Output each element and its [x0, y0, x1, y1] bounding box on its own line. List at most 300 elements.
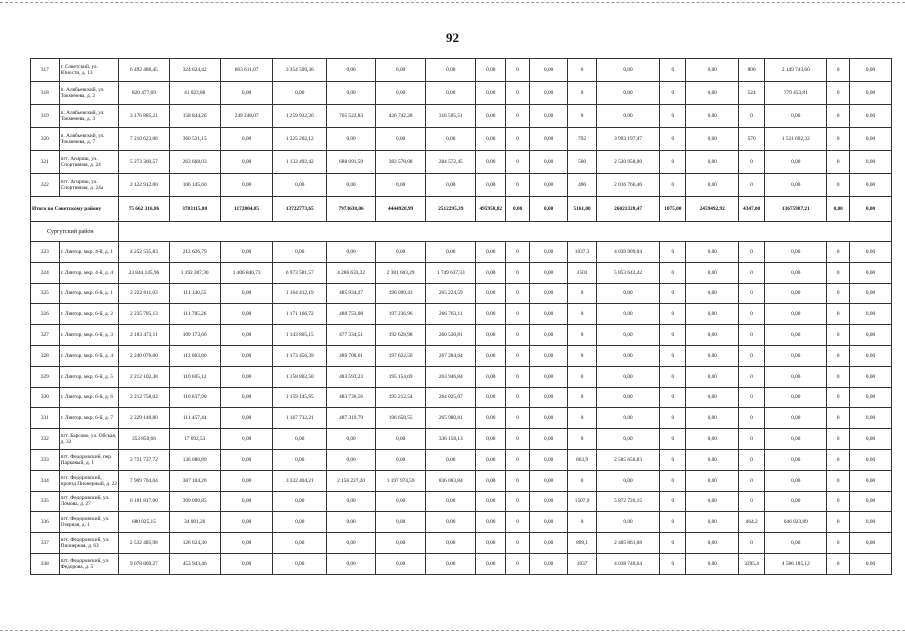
row-value-7: 284 572,45 — [426, 151, 476, 174]
row-value-16: 2 149 743,60 — [765, 59, 827, 82]
row-value-9: 0 — [506, 82, 530, 105]
row-value-16: 0,00 — [765, 345, 827, 366]
row-value-5: 0,00 — [327, 59, 376, 82]
row-value-12: 2 520 958,00 — [596, 151, 659, 174]
row-value-4: 0,00 — [273, 82, 327, 105]
row-value-8: 0,00 — [476, 429, 506, 450]
row-address: г. Лянтор, мкр. 6-й, д. 1 — [59, 283, 119, 304]
row-value-1: 2 229 148,80 — [119, 408, 169, 429]
row-value-18: 0,00 — [850, 470, 892, 491]
row-value-16: 0,00 — [765, 174, 827, 197]
row-value-6: 0,00 — [376, 128, 426, 151]
row-value-2: 109 173,66 — [169, 325, 220, 346]
row-value-18: 0,00 — [850, 174, 892, 197]
row-value-10: 0,00 — [530, 387, 568, 408]
row-address: п. Алябьевский, ул. Токменева, д. 3 — [59, 105, 119, 128]
row-value-15: 0 — [739, 429, 765, 450]
row-address: п. Алябьевский, ул. Токменева, д. 2 — [59, 82, 119, 105]
row-value-7: 0,00 — [426, 512, 476, 533]
row-value-2: 136 086,89 — [169, 449, 220, 470]
row-value-2: 112 003,80 — [169, 345, 220, 366]
row-value-6: 2 381 603,29 — [376, 262, 426, 283]
row-value-5: 2 156 227,20 — [327, 470, 376, 491]
table-row — [31, 174, 892, 197]
row-value-11: 0 — [568, 512, 597, 533]
row-value-18: 0,00 — [850, 512, 892, 533]
row-value-16: 0,00 — [765, 491, 827, 512]
row-value-17: 0 — [827, 429, 850, 450]
row-value-11: 0 — [568, 325, 597, 346]
row-value-8: 0,00 — [476, 128, 506, 151]
row-value-15: 0 — [739, 408, 765, 429]
row-value-5: 477 334,51 — [327, 325, 376, 346]
row-value-6: 0,00 — [376, 449, 426, 470]
row-value-14: 0,00 — [686, 533, 739, 554]
row-value-11: 0 — [568, 408, 597, 429]
row-value-13: 0 — [660, 408, 686, 429]
row-value-13: 0 — [660, 262, 686, 283]
row-value-17: 0 — [827, 533, 850, 554]
row-value-3: 0,00 — [220, 345, 273, 366]
row-value-14: 0,00 — [686, 151, 739, 174]
row-value-15: 0 — [739, 304, 765, 325]
row-value-3: 0,00 — [220, 304, 273, 325]
row-value-17: 0 — [827, 262, 850, 283]
row-value-6: 195 212,54 — [376, 387, 426, 408]
row-value-9: 0 — [506, 262, 530, 283]
row-value-9: 0 — [506, 387, 530, 408]
row-value-18: 0,00 — [850, 105, 892, 128]
row-value-9: 0 — [506, 174, 530, 197]
row-value-15: 0 — [739, 151, 765, 174]
row-value-5: 0,00 — [327, 174, 376, 197]
row-value-15: 570 — [739, 128, 765, 151]
row-value-3: 0,00 — [220, 283, 273, 304]
row-number: 331 — [31, 408, 60, 429]
row-value-1: 7 210 623,06 — [119, 128, 169, 151]
row-number: 329 — [31, 366, 60, 387]
row-value-17: 0 — [827, 366, 850, 387]
row-value-13: 0 — [660, 491, 686, 512]
row-value-13: 0 — [660, 304, 686, 325]
row-value-9: 0 — [506, 325, 530, 346]
row-value-15: 0 — [739, 533, 765, 554]
row-value-8: 0,00 — [476, 105, 506, 128]
row-value-10: 0,00 — [530, 533, 568, 554]
row-value-10: 0,00 — [530, 242, 568, 263]
row-value-12: 0,00 — [596, 345, 659, 366]
row-value-7: 0,00 — [426, 533, 476, 554]
row-value-8: 0,00 — [476, 174, 506, 197]
row-value-14: 0,00 — [686, 408, 739, 429]
row-value-8: 0,00 — [476, 325, 506, 346]
row-address: пгт. Федоровский, проезд Пионерный, д. 22 — [59, 470, 119, 491]
row-value-7: 0,00 — [426, 242, 476, 263]
row-value-4: 0,00 — [273, 491, 327, 512]
row-value-10: 0,00 — [530, 366, 568, 387]
row-value-17: 0 — [827, 408, 850, 429]
row-value-7: 0,00 — [426, 82, 476, 105]
row-value-9: 0 — [506, 151, 530, 174]
row-value-14: 0,00 — [686, 553, 739, 574]
row-value-14: 0,00 — [686, 304, 739, 325]
table-body-total — [31, 197, 892, 222]
row-value-14: 0,00 — [686, 128, 739, 151]
row-value-4: 3 354 509,36 — [273, 59, 327, 82]
row-address: пгт. Федоровский, ул. Озерная, д. 1 — [59, 512, 119, 533]
row-value-4: 1 158 802,50 — [273, 366, 327, 387]
row-value-4: 0,00 — [273, 553, 327, 574]
row-value-2: 111 457,44 — [169, 408, 220, 429]
row-value-9: 0 — [506, 429, 530, 450]
row-value-13: 0 — [660, 151, 686, 174]
table-row — [31, 533, 892, 554]
row-value-8: 0,00 — [476, 449, 506, 470]
table-row — [31, 59, 892, 82]
total-value-15: 4347,00 — [739, 197, 765, 222]
page-number: 92 — [446, 30, 459, 45]
row-value-16: 0,00 — [765, 366, 827, 387]
row-value-3: 0,00 — [220, 553, 273, 574]
row-value-8: 0,00 — [476, 387, 506, 408]
row-number: 323 — [31, 242, 60, 263]
total-value-13: 1075,00 — [660, 197, 686, 222]
table-row — [31, 470, 892, 491]
total-value-4: 13722773,65 — [273, 197, 327, 222]
row-value-15: 0 — [739, 387, 765, 408]
row-value-2: 111 785,26 — [169, 304, 220, 325]
row-value-18: 0,00 — [850, 262, 892, 283]
row-address: пгт. Барсово, ул. Обская, д. 32 — [59, 429, 119, 450]
row-value-1: 680 025,15 — [119, 512, 169, 533]
row-number: 324 — [31, 262, 60, 283]
row-address: г. Лянтор, мкр. 6-й, д. 5 — [59, 366, 119, 387]
row-value-8: 0,00 — [476, 283, 506, 304]
row-value-12: 2 585 650,83 — [596, 449, 659, 470]
row-value-5: 0,00 — [327, 242, 376, 263]
row-value-13: 0 — [660, 387, 686, 408]
row-value-14: 0,00 — [686, 491, 739, 512]
row-value-4: 1 143 805,15 — [273, 325, 327, 346]
row-value-16: 0,00 — [765, 242, 827, 263]
row-value-11: 0 — [568, 470, 597, 491]
row-value-1: 23 844 145,96 — [119, 262, 169, 283]
row-value-5: 0,00 — [327, 128, 376, 151]
table-row — [31, 512, 892, 533]
row-value-4: 3 332 404,21 — [273, 470, 327, 491]
row-value-9: 0 — [506, 345, 530, 366]
table-row — [31, 408, 892, 429]
row-value-14: 0,00 — [686, 82, 739, 105]
row-value-15: 800 — [739, 59, 765, 82]
row-value-3: 0,00 — [220, 387, 273, 408]
row-value-5: 483 736,56 — [327, 387, 376, 408]
row-value-3: 663 611,07 — [220, 59, 273, 82]
row-value-7: 265 224,59 — [426, 283, 476, 304]
row-value-10: 0,00 — [530, 491, 568, 512]
row-value-3: 0,00 — [220, 512, 273, 533]
row-value-2: 324 624,42 — [169, 59, 220, 82]
row-value-1: 3 176 885,21 — [119, 105, 169, 128]
row-value-10: 0,00 — [530, 470, 568, 491]
row-value-3: 0,00 — [220, 429, 273, 450]
row-value-9: 0 — [506, 59, 530, 82]
row-value-12: 0,00 — [596, 429, 659, 450]
row-value-3: 1 406 840,73 — [220, 262, 273, 283]
row-value-5: 0,00 — [327, 512, 376, 533]
row-value-15: 0 — [739, 242, 765, 263]
row-value-14: 0,00 — [686, 387, 739, 408]
row-value-6: 0,00 — [376, 491, 426, 512]
row-value-17: 0 — [827, 325, 850, 346]
table-row — [31, 151, 892, 174]
row-value-2: 17 692,53 — [169, 429, 220, 450]
row-value-18: 0,00 — [850, 449, 892, 470]
row-value-4: 1 167 732,21 — [273, 408, 327, 429]
row-address: пгт. Агириш, ул. Спортивная, д. 24а — [59, 174, 119, 197]
row-number: 338 — [31, 553, 60, 574]
row-value-11: 0 — [568, 387, 597, 408]
row-value-12: 0,00 — [596, 512, 659, 533]
table-row — [31, 283, 892, 304]
row-value-8: 0,00 — [476, 345, 506, 366]
row-value-16: 4 586 185,12 — [765, 553, 827, 574]
row-value-11: 1037,3 — [568, 242, 597, 263]
row-value-2: 106 145,60 — [169, 174, 220, 197]
row-value-5: 688 091,59 — [327, 151, 376, 174]
row-value-11: 500 — [568, 151, 597, 174]
row-value-2: 126 624,30 — [169, 533, 220, 554]
row-value-8: 0,00 — [476, 151, 506, 174]
row-value-8: 0,00 — [476, 242, 506, 263]
row-value-5: 483 593,23 — [327, 366, 376, 387]
table-row — [31, 325, 892, 346]
row-value-11: 0 — [568, 304, 597, 325]
row-value-15: 0 — [739, 366, 765, 387]
row-value-15: 0 — [739, 283, 765, 304]
row-value-11: 0 — [568, 283, 597, 304]
row-value-1: 353 850,66 — [119, 429, 169, 450]
row-value-9: 0 — [506, 470, 530, 491]
row-value-5: 0,00 — [327, 449, 376, 470]
total-value-2: 3783115,80 — [169, 197, 220, 222]
row-number: 322 — [31, 174, 60, 197]
row-value-6: 196 099,43 — [376, 283, 426, 304]
row-number: 317 — [31, 59, 60, 82]
row-value-10: 0,00 — [530, 304, 568, 325]
row-value-1: 820 477,69 — [119, 82, 169, 105]
row-value-9: 0 — [506, 304, 530, 325]
row-value-10: 0,00 — [530, 449, 568, 470]
row-value-12: 0,00 — [596, 325, 659, 346]
row-value-12: 4 038 740,64 — [596, 553, 659, 574]
row-address: пгт. Федоровский, ул. Пионерная, д. 63 — [59, 533, 119, 554]
row-value-3: 0,00 — [220, 151, 273, 174]
row-number: 333 — [31, 449, 60, 470]
bottom-scan-edge — [0, 630, 905, 631]
row-value-13: 0 — [660, 366, 686, 387]
row-value-14: 0,00 — [686, 429, 739, 450]
row-value-8: 0,00 — [476, 408, 506, 429]
row-value-18: 0,00 — [850, 553, 892, 574]
row-value-6: 197 236,96 — [376, 304, 426, 325]
row-value-12: 0,00 — [596, 283, 659, 304]
row-value-3: 0,00 — [220, 533, 273, 554]
row-value-4: 1 171 166,72 — [273, 304, 327, 325]
row-value-6: 192 628,98 — [376, 325, 426, 346]
row-value-12: 0,00 — [596, 304, 659, 325]
total-value-5: 7973638,06 — [327, 197, 376, 222]
row-value-1: 4 252 535,83 — [119, 242, 169, 263]
row-value-7: 260 530,81 — [426, 325, 476, 346]
row-value-11: 0 — [568, 345, 597, 366]
row-value-5: 0,00 — [327, 553, 376, 574]
row-value-4: 1 159 145,95 — [273, 387, 327, 408]
row-value-5: 0,00 — [327, 429, 376, 450]
register-table — [30, 58, 892, 575]
row-value-5: 4 286 633,32 — [327, 262, 376, 283]
row-value-13: 0 — [660, 283, 686, 304]
row-value-6: 426 742,28 — [376, 105, 426, 128]
table-row — [31, 553, 892, 574]
row-value-3: 0,00 — [220, 128, 273, 151]
row-value-11: 0 — [568, 429, 597, 450]
row-value-12: 0,00 — [596, 59, 659, 82]
row-number: 330 — [31, 387, 60, 408]
row-value-18: 0,00 — [850, 345, 892, 366]
row-value-4: 0,00 — [273, 429, 327, 450]
row-value-4: 0,00 — [273, 449, 327, 470]
row-value-6: 0,00 — [376, 242, 426, 263]
row-value-6: 195 154,69 — [376, 366, 426, 387]
total-value-11: 5161,00 — [568, 197, 597, 222]
total-value-10: 0,00 — [530, 197, 568, 222]
row-value-1: 6 181 817,00 — [119, 491, 169, 512]
row-number: 319 — [31, 105, 60, 128]
row-value-13: 0 — [660, 174, 686, 197]
row-value-14: 0,00 — [686, 512, 739, 533]
row-value-9: 0 — [506, 242, 530, 263]
row-value-13: 0 — [660, 512, 686, 533]
table-row — [31, 304, 892, 325]
row-value-4: 6 973 581,57 — [273, 262, 327, 283]
row-address: г. Лянтор, мкр. 6-й, д. 7 — [59, 408, 119, 429]
row-address: г. Лянтор, мкр. 6-й, д. 4 — [59, 345, 119, 366]
row-value-6: 0,00 — [376, 429, 426, 450]
row-value-9: 0 — [506, 491, 530, 512]
row-value-16: 0,00 — [765, 449, 827, 470]
row-number: 320 — [31, 128, 60, 151]
row-value-11: 1507,9 — [568, 491, 597, 512]
row-value-15: 0 — [739, 262, 765, 283]
row-value-13: 0 — [660, 429, 686, 450]
row-value-15: 0 — [739, 470, 765, 491]
row-value-16: 0,00 — [765, 408, 827, 429]
row-value-13: 0 — [660, 128, 686, 151]
row-value-8: 0,00 — [476, 512, 506, 533]
row-value-9: 0 — [506, 366, 530, 387]
row-value-14: 0,00 — [686, 325, 739, 346]
row-value-15: 0 — [739, 325, 765, 346]
row-value-1: 2 240 076,00 — [119, 345, 169, 366]
row-value-9: 0 — [506, 128, 530, 151]
row-value-3: 0,00 — [220, 366, 273, 387]
row-value-18: 0,00 — [850, 242, 892, 263]
row-value-8: 0,00 — [476, 82, 506, 105]
row-value-13: 0 — [660, 59, 686, 82]
row-value-5: 488 753,08 — [327, 304, 376, 325]
row-value-11: 0 — [568, 82, 597, 105]
row-value-17: 0 — [827, 128, 850, 151]
row-value-3: 0,00 — [220, 174, 273, 197]
row-value-7: 265 980,81 — [426, 408, 476, 429]
row-address: п. Алябьевский, ул. Токменева, д. 7 — [59, 128, 119, 151]
row-value-12: 5 872 726,15 — [596, 491, 659, 512]
row-value-11: 792 — [568, 128, 597, 151]
row-value-14: 0,00 — [686, 59, 739, 82]
row-value-1: 2 183 473,11 — [119, 325, 169, 346]
row-value-15: 0 — [739, 491, 765, 512]
row-value-2: 110 605,12 — [169, 366, 220, 387]
total-value-14: 2459492,92 — [686, 197, 739, 222]
row-address: г. Лянтор, мкр. 4-й, д. 1 — [59, 242, 119, 263]
row-value-3: 0,00 — [220, 491, 273, 512]
row-value-7: 0,00 — [426, 449, 476, 470]
row-value-17: 0 — [827, 553, 850, 574]
row-value-12: 2 405 861,68 — [596, 533, 659, 554]
row-value-9: 0 — [506, 283, 530, 304]
table-row — [31, 345, 892, 366]
row-value-6: 0,00 — [376, 533, 426, 554]
total-value-17: 0,00 — [827, 197, 850, 222]
table-row — [31, 429, 892, 450]
row-value-15: 0 — [739, 345, 765, 366]
row-value-13: 0 — [660, 449, 686, 470]
row-value-1: 2 721 737,72 — [119, 449, 169, 470]
row-value-7: 316 595,51 — [426, 105, 476, 128]
row-value-18: 0,00 — [850, 59, 892, 82]
table-row — [31, 262, 892, 283]
row-value-10: 0,00 — [530, 105, 568, 128]
row-value-1: 9 078 869,27 — [119, 553, 169, 574]
row-value-18: 0,00 — [850, 533, 892, 554]
row-value-16: 0,00 — [765, 470, 827, 491]
row-value-6: 0,00 — [376, 512, 426, 533]
row-value-6: 1 197 974,59 — [376, 470, 426, 491]
row-value-17: 0 — [827, 174, 850, 197]
table-row — [31, 128, 892, 151]
row-value-13: 0 — [660, 345, 686, 366]
row-value-7: 266 763,11 — [426, 304, 476, 325]
row-value-8: 0,00 — [476, 366, 506, 387]
table-row — [31, 387, 892, 408]
row-value-1: 2 122 912,00 — [119, 174, 169, 197]
row-value-7: 1 749 637,33 — [426, 262, 476, 283]
row-value-10: 0,00 — [530, 283, 568, 304]
row-value-17: 0 — [827, 105, 850, 128]
row-value-9: 0 — [506, 533, 530, 554]
row-value-12: 0,00 — [596, 82, 659, 105]
row-value-10: 0,00 — [530, 512, 568, 533]
row-value-12: 3 993 197,47 — [596, 128, 659, 151]
row-value-5: 0,00 — [327, 533, 376, 554]
row-value-13: 0 — [660, 82, 686, 105]
total-value-18: 0,00 — [850, 197, 892, 222]
row-value-18: 0,00 — [850, 128, 892, 151]
row-address: пгт. Агириш, ул. Спортивная, д. 24 — [59, 151, 119, 174]
row-value-12: 5 853 642,42 — [596, 262, 659, 283]
row-value-6: 383 578,08 — [376, 151, 426, 174]
